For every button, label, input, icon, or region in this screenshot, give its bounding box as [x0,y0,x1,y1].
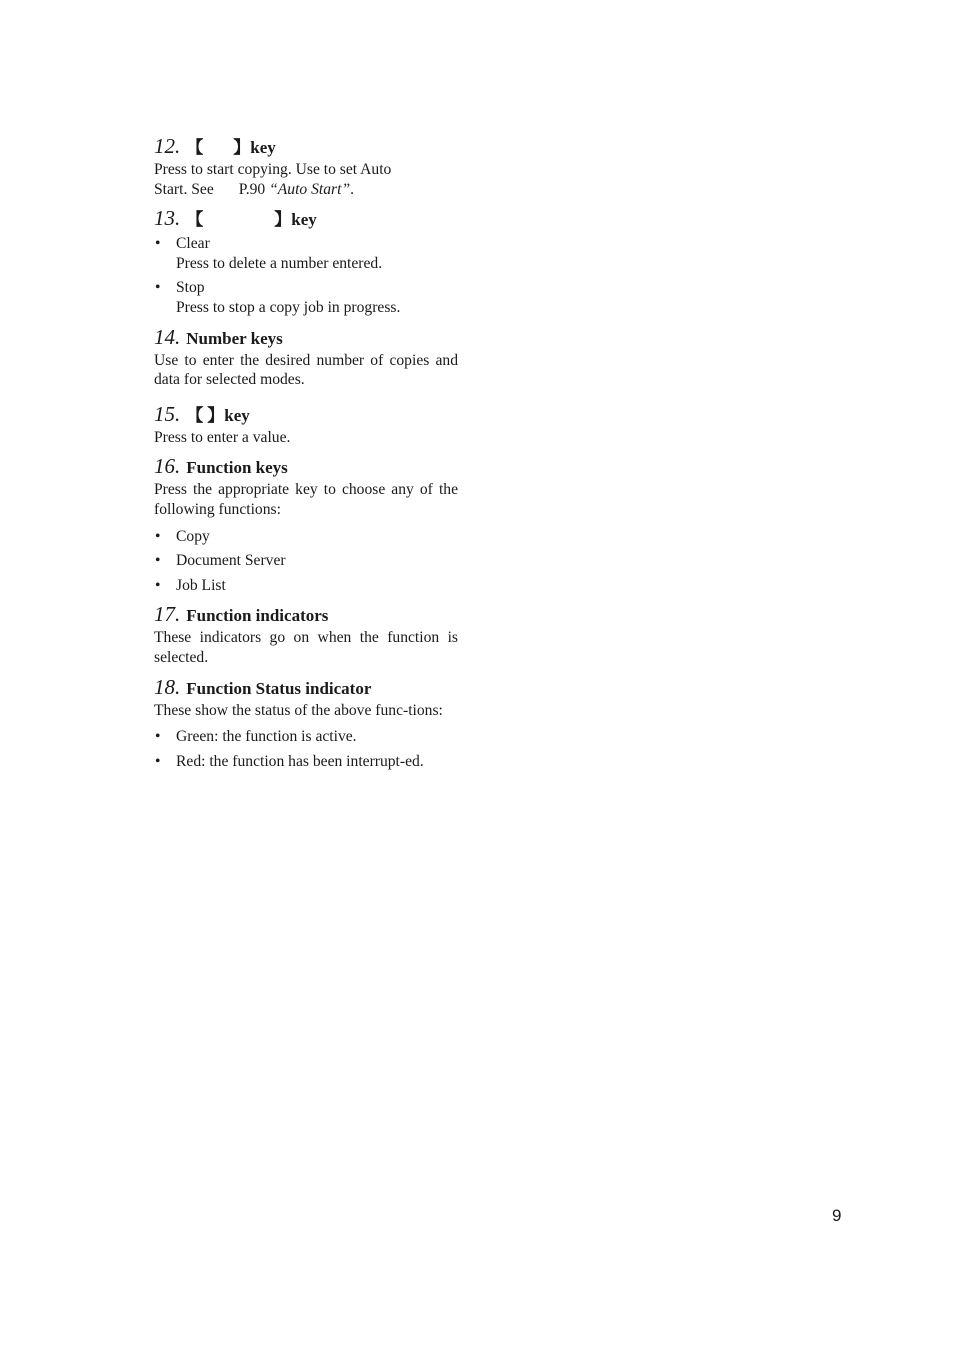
item-12-label: key [250,138,276,157]
item-15-heading: 15. 【 】key [154,401,250,426]
list-item: • Job List [154,576,458,596]
item-12 [154,134,458,199]
list-item: • Green: the function is active. [154,727,458,747]
item-16-heading: 16. Function keys [154,454,288,479]
item-12-text-line2: Start. See P.90 “Auto Start”. [154,180,355,198]
item-16-text: Press the appropriate key to choose any of the following functions: [154,481,458,518]
list-item: • Document Server [154,551,458,571]
item-13-label: key [291,210,317,230]
page-number: 9 [832,1206,842,1225]
item-14-heading: 14. Number keys [154,324,283,349]
item-14 [154,325,458,390]
item-16-label: Function keys [186,458,288,478]
auto-start-reference[interactable]: “Auto Start” [269,180,351,198]
document-column [154,134,458,778]
item-18 [154,675,458,772]
item-13-heading: 13. 【 】key [154,206,317,231]
item-14-label: Number keys [186,328,283,348]
item-18-label: Function Status indicator [186,678,372,698]
item-17-heading: 17. Function indicators [154,602,329,627]
item-16 [154,454,458,595]
item-12-text-line1: Press to start copying. Use to set Auto [154,161,392,178]
item-15-label: key [224,405,250,425]
item-18-heading: 18. Function Status indicator [154,674,372,699]
list-item: • Red: the function has been interrupt-ed. [154,752,458,772]
item-12-heading: 12. 【 】key [154,134,276,158]
item-18-text: These show the status of the above func-tions: [154,701,443,719]
list-item: • Copy [154,527,458,547]
item-18-list [154,727,458,771]
item-15 [154,402,458,448]
page-reference-link[interactable]: P.90 [238,180,266,198]
item-13 [154,206,458,317]
list-item: • Clear Press to delete a number entered. [154,234,458,273]
item-16-list [154,527,458,596]
list-item: • Stop Press to stop a copy job in progress. [154,278,458,317]
item-17-label: Function indicators [186,606,329,626]
item-14-text: Use to enter the desired number of copies and data for selected modes. [154,351,458,389]
item-17-text: These indicators go on when the function is selected. [154,629,458,666]
item-17 [154,602,458,667]
item-15-text: Press to enter a value. [154,428,291,446]
item-13-list [154,234,458,317]
